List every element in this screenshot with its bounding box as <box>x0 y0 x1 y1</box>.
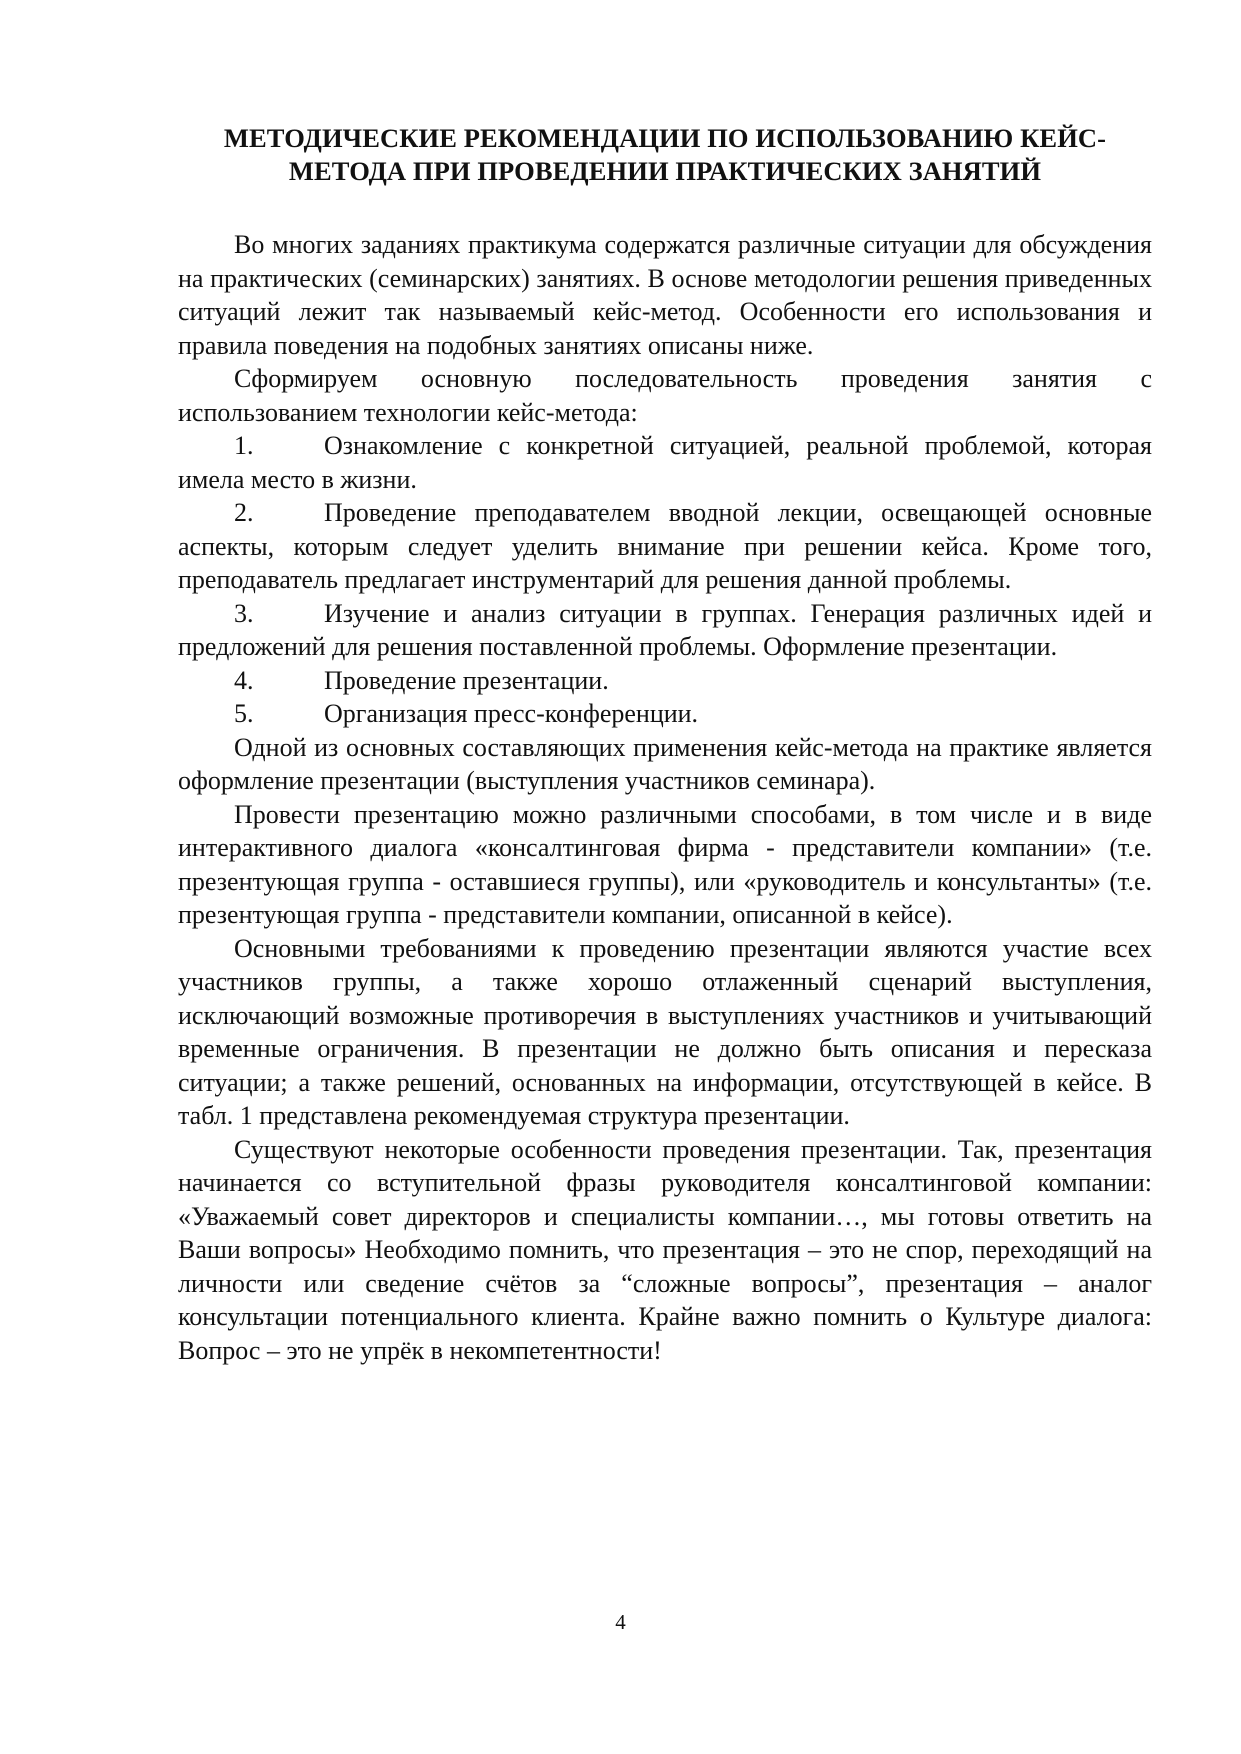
paragraph-sequence-intro: Сформируем основную последовательность проведения занятия с использованием технологии кейс-метода: <box>178 364 1152 427</box>
paragraph-3: Основными требованиями к проведению презентации являются участие всех участников группы, а также хорошо отлаженный сценарий выступления, исключающий возможные противоречия в выступлениях участников и учитывающий временные ограничения. В презентации не должно быть описания и пересказа ситуации; а также решений, основанных на информации, отсутствующей в кейсе. В табл. 1 представлена рекомендуемая структура презентации. <box>178 933 1152 1130</box>
paragraph-4: Существуют некоторые особенности проведения презентации. Так, презентация начинается со вступительной фразы руководителя консалтинговой компании: «Уважаемый совет директоров и специалисты компании…, мы готовы ответить на Ваши вопросы» Необходимо помнить, что презентация – это не спор, переходящий на личности или сведение счётов за “сложные вопросы”, презентация – аналог консультации потенциального клиента. Крайне важно помнить о Культуре диалога: Вопрос – это не упрёк в некомпетентности! <box>178 1134 1152 1365</box>
list-item-text: Проведение презентации. <box>324 665 609 695</box>
list-item-number: 5. <box>234 699 254 728</box>
list-item-4 <box>178 664 1152 698</box>
list-item-text: Проведение преподавателем вводной лекции, освещающей основные аспекты, которым следует уделить внимание при решении кейса. Кроме того, преподаватель предлагает инструментарий для решения данной проблемы. <box>178 498 1152 594</box>
paragraph-2: Провести презентацию можно различными способами, в том числе и в виде интерактивного диалога «консалтинговая фирма - представители компании» (т.е. презентующая группа - оставшиеся группы), или «руководитель и консультанты» (т.е. презентующая группа - представители компании, описанной в кейсе). <box>178 799 1152 929</box>
list-item-text: Изучение и анализ ситуации в группах. Генерация различных идей и предложений для решения поставленной проблемы. Оформление презентации. <box>178 598 1152 661</box>
list-item-5 <box>178 697 1152 731</box>
page-number: 4 <box>615 1610 626 1634</box>
page-title: МЕТОДИЧЕСКИЕ РЕКОМЕНДАЦИИ ПО ИСПОЛЬЗОВАНИЮ КЕЙС-МЕТОДА ПРИ ПРОВЕДЕНИИ ПРАКТИЧЕСКИХ ЗАНЯТИЙ <box>223 123 1107 186</box>
page-content <box>178 122 1152 1367</box>
paragraph-1: Одной из основных составляющих применения кейс-метода на практике является оформление презентации (выступления участников семинара). <box>178 732 1152 795</box>
list-item-3 <box>178 597 1152 664</box>
list-item-number: 2. <box>234 498 254 527</box>
list-item-number: 3. <box>234 598 254 628</box>
list-item-2 <box>178 496 1152 597</box>
body-text <box>178 228 1152 1367</box>
list-item-number: 4. <box>234 665 254 695</box>
list-item-1 <box>178 429 1152 496</box>
list-item-text: Организация пресс-конференции. <box>324 699 699 728</box>
list-item-number: 1. <box>234 431 254 460</box>
paragraph-intro: Во многих заданиях практикума содержатся различные ситуации для обсуждения на практических (семинарских) занятиях. В основе методологии решения приведенных ситуаций лежит так называемый кейс-метод. Особенности его использования и правила поведения на подобных занятиях описаны ниже. <box>178 230 1152 360</box>
list-item-text: Ознакомление с конкретной ситуацией, реальной проблемой, которая имела место в жизни. <box>178 431 1152 494</box>
